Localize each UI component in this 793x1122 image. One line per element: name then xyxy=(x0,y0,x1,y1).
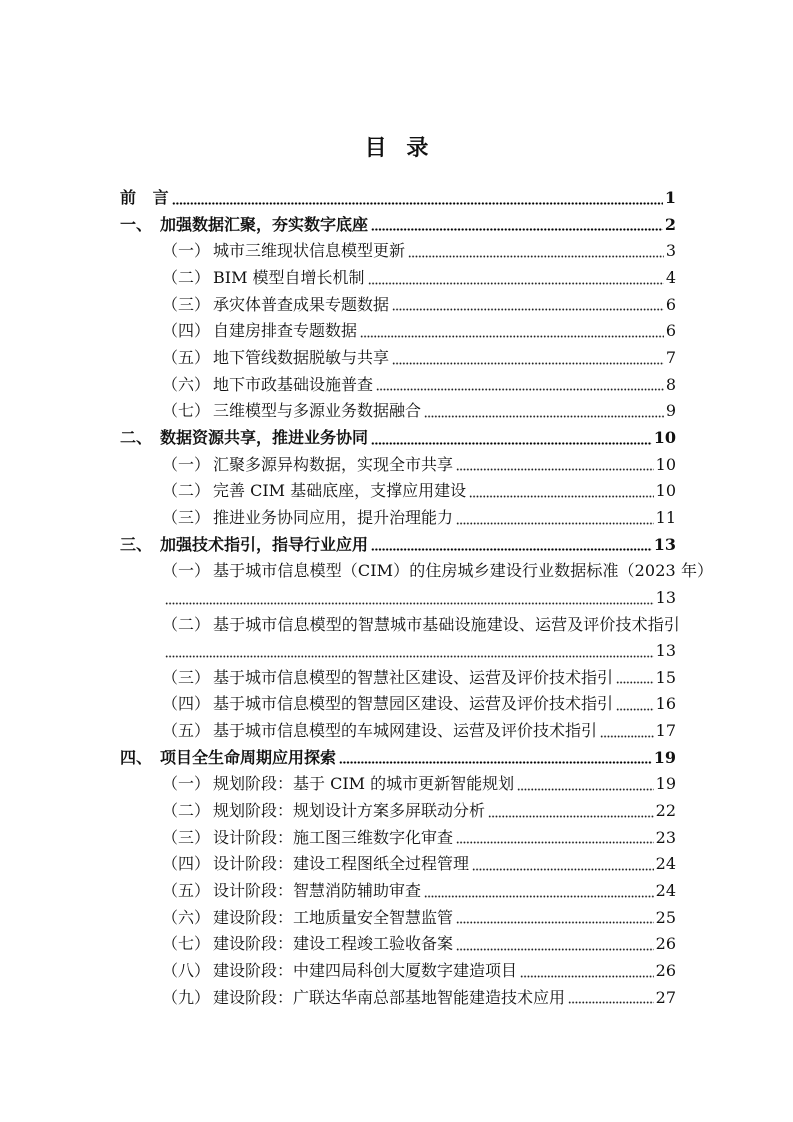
toc-entry-number: （一） xyxy=(162,561,211,581)
toc-entry-page-number: 10 xyxy=(655,481,676,501)
toc-entry-number: （二） xyxy=(162,801,211,821)
dot-leader xyxy=(371,548,652,551)
toc-entry[interactable] xyxy=(120,505,676,532)
toc-entry[interactable] xyxy=(120,825,676,852)
toc-entry-page-number: 8 xyxy=(665,374,676,394)
dot-leader xyxy=(616,708,654,711)
toc-entry[interactable] xyxy=(120,212,676,239)
toc-entry[interactable] xyxy=(120,318,676,345)
toc-entry-continuation-line xyxy=(120,638,676,665)
toc-entry-title: 设计阶段：智慧消防辅助审查 xyxy=(213,881,422,901)
toc-entry-line xyxy=(120,931,676,958)
dot-leader xyxy=(456,522,654,525)
toc-entry-line xyxy=(120,851,676,878)
toc-entry-line xyxy=(120,825,676,852)
toc-entry-number: （四） xyxy=(162,854,211,874)
dot-leader xyxy=(165,655,654,658)
dot-leader xyxy=(339,761,652,764)
toc-entry-page-number: 27 xyxy=(655,987,676,1007)
toc-entry-title: 自建房排查专题数据 xyxy=(213,321,358,341)
toc-entry-title: 推进业务协同应用，提升治理能力 xyxy=(213,507,454,527)
toc-entry[interactable] xyxy=(120,265,676,292)
toc-entry-page-number: 9 xyxy=(665,401,676,421)
toc-entry-number: （一） xyxy=(162,454,211,474)
toc-entry[interactable] xyxy=(120,452,676,479)
toc-entry-title: 基于城市信息模型（CIM）的住房城乡建设行业数据标准（2023 年） xyxy=(213,561,714,581)
toc-entry-number: （二） xyxy=(162,614,211,634)
toc-entry-page-number: 13 xyxy=(653,534,676,554)
toc-entry-page-number: 15 xyxy=(655,667,676,687)
toc-entry[interactable] xyxy=(120,558,714,611)
toc-entry-number: （四） xyxy=(162,321,211,341)
toc-entry-title: 基于城市信息模型的智慧城市基础设施建设、运营及评价技术指引 xyxy=(213,614,680,634)
toc-entry-line xyxy=(120,345,676,372)
toc-entry-title: 加强技术指引，指导行业应用 xyxy=(160,534,369,554)
toc-entry-continuation-line xyxy=(120,585,676,612)
toc-entry-line xyxy=(120,452,676,479)
dot-leader xyxy=(488,815,654,818)
toc-entry-line xyxy=(120,505,676,532)
toc-entry[interactable] xyxy=(120,532,676,559)
toc-entry-number: （七） xyxy=(162,934,211,954)
toc-entry[interactable] xyxy=(120,345,676,372)
toc-entry-page-number: 10 xyxy=(653,427,676,447)
toc-entry-line xyxy=(120,212,676,239)
dot-leader xyxy=(472,868,654,871)
toc-entry-number: （三） xyxy=(162,827,211,847)
toc-entry-title: 完善 CIM 基础底座，支撑应用建设 xyxy=(213,481,467,501)
toc-entry-line xyxy=(120,665,676,692)
toc-entry-line xyxy=(120,771,676,798)
dot-leader xyxy=(371,442,652,445)
toc-entry-line xyxy=(120,372,676,399)
toc-entry-page-number: 23 xyxy=(655,827,676,847)
dot-leader xyxy=(165,602,654,605)
toc-entry-title: 承灾体普查成果专题数据 xyxy=(213,294,390,314)
toc-entry-line xyxy=(120,425,676,452)
toc-entry[interactable] xyxy=(120,185,676,212)
toc-entry[interactable] xyxy=(120,851,676,878)
toc-entry[interactable] xyxy=(120,612,680,665)
toc-entry-line xyxy=(120,292,676,319)
dot-leader xyxy=(172,202,663,205)
toc-entry-number: 二、 xyxy=(120,427,153,447)
toc-entry-page-number: 22 xyxy=(655,801,676,821)
toc-entry[interactable] xyxy=(120,292,676,319)
dot-leader xyxy=(408,255,664,258)
toc-entry-page-number: 4 xyxy=(665,267,676,287)
toc-entry-title: 基于城市信息模型的智慧园区建设、运营及评价技术指引 xyxy=(213,694,614,714)
toc-entry-number: 一、 xyxy=(120,214,153,234)
toc-entry[interactable] xyxy=(120,958,676,985)
toc-entry-title: BIM 模型自增长机制 xyxy=(213,267,365,287)
toc-entry[interactable] xyxy=(120,665,676,692)
toc-entry-page-number: 16 xyxy=(655,694,676,714)
toc-entry[interactable] xyxy=(120,905,676,932)
dot-leader xyxy=(371,228,663,231)
toc-entry-line xyxy=(120,985,676,1012)
toc-entry-page-number: 2 xyxy=(664,214,676,234)
toc-entry[interactable] xyxy=(120,478,676,505)
toc-entry-number: （八） xyxy=(162,961,211,981)
dot-leader xyxy=(520,975,654,978)
toc-entry-line xyxy=(120,478,676,505)
toc-entry[interactable] xyxy=(120,798,676,825)
toc-entry-title: 建设阶段：广联达华南总部基地智能建造技术应用 xyxy=(213,987,566,1007)
toc-entry[interactable] xyxy=(120,771,676,798)
toc-entry[interactable] xyxy=(120,985,676,1012)
toc-entry-number: （六） xyxy=(162,907,211,927)
toc-entry-number: （五） xyxy=(162,881,211,901)
dot-leader xyxy=(600,735,654,738)
toc-entry-page-number: 17 xyxy=(655,721,676,741)
dot-leader xyxy=(376,388,664,391)
toc-entry-page-number: 1 xyxy=(664,188,676,207)
dot-leader xyxy=(456,948,654,951)
toc-entry-number: （四） xyxy=(162,694,211,714)
toc-entry-title: 设计阶段：建设工程图纸全过程管理 xyxy=(213,854,470,874)
toc-entry-page-number: 13 xyxy=(655,641,676,661)
toc-entry-number: （三） xyxy=(162,507,211,527)
toc-entry-page-number: 26 xyxy=(655,934,676,954)
toc-entry-title: 地下管线数据脱敏与共享 xyxy=(213,347,390,367)
dot-leader xyxy=(392,362,664,365)
toc-entry-title: 建设阶段：工地质量安全智慧监管 xyxy=(213,907,454,927)
toc-entry-page-number: 6 xyxy=(665,294,676,314)
toc-entry-page-number: 24 xyxy=(655,881,676,901)
toc-entry-title: 三维模型与多源业务数据融合 xyxy=(213,401,422,421)
table-of-contents xyxy=(120,185,714,1011)
page-title: 目 录 xyxy=(364,135,429,161)
dot-leader xyxy=(360,335,664,338)
dot-leader xyxy=(424,415,664,418)
toc-entry-line xyxy=(120,532,676,559)
dot-leader xyxy=(469,495,654,498)
dot-leader xyxy=(568,1001,654,1004)
toc-entry-number: 前 言 xyxy=(120,188,169,207)
toc-entry-number: （六） xyxy=(162,374,211,394)
toc-entry-title: 项目全生命周期应用探索 xyxy=(160,747,337,767)
toc-entry-line xyxy=(120,905,676,932)
toc-entry-page-number: 25 xyxy=(655,907,676,927)
toc-entry-title: 设计阶段：施工图三维数字化审查 xyxy=(213,827,454,847)
toc-entry-number: （三） xyxy=(162,667,211,687)
toc-entry-page-number: 7 xyxy=(665,347,676,367)
toc-entry-page-number: 26 xyxy=(655,961,676,981)
toc-entry-page-number: 11 xyxy=(655,507,676,527)
toc-entry-line xyxy=(120,238,676,265)
dot-leader xyxy=(392,308,664,311)
toc-entry-number: （五） xyxy=(162,721,211,741)
dot-leader xyxy=(424,895,654,898)
toc-entry-title: 建设阶段：建设工程竣工验收备案 xyxy=(213,934,454,954)
toc-entry-title: 建设阶段：中建四局科创大厦数字建造项目 xyxy=(213,961,518,981)
toc-entry-title: 基于城市信息模型的智慧社区建设、运营及评价技术指引 xyxy=(213,667,614,687)
toc-entry-page-number: 19 xyxy=(653,747,676,767)
toc-entry-line xyxy=(120,185,676,212)
toc-entry-page-number: 19 xyxy=(655,774,676,794)
toc-entry[interactable] xyxy=(120,425,676,452)
toc-entry-line xyxy=(120,265,676,292)
toc-entry-number: 三、 xyxy=(120,534,153,554)
toc-entry-title: 汇聚多源异构数据，实现全市共享 xyxy=(213,454,454,474)
toc-entry[interactable] xyxy=(120,238,676,265)
toc-entry-page-number: 3 xyxy=(665,241,676,261)
toc-entry-line xyxy=(120,958,676,985)
toc-entry-number: （三） xyxy=(162,294,211,314)
toc-entry-number: 四、 xyxy=(120,747,153,767)
toc-entry-line xyxy=(120,745,676,772)
toc-entry[interactable] xyxy=(120,931,676,958)
toc-entry-number: （一） xyxy=(162,241,211,261)
toc-entry-title: 加强数据汇聚，夯实数字底座 xyxy=(160,214,369,234)
toc-entry-line xyxy=(120,718,676,745)
toc-entry-title: 城市三维现状信息模型更新 xyxy=(213,241,406,261)
toc-entry-line xyxy=(120,878,676,905)
toc-entry[interactable] xyxy=(120,745,676,772)
toc-entry-title: 基于城市信息模型的车城网建设、运营及评价技术指引 xyxy=(213,721,598,741)
toc-entry[interactable] xyxy=(120,398,676,425)
toc-entry-number: （五） xyxy=(162,347,211,367)
toc-entry-page-number: 13 xyxy=(655,587,676,607)
toc-entry-number: （九） xyxy=(162,987,211,1007)
toc-entry-title: 规划阶段：基于 CIM 的城市更新智能规划 xyxy=(213,774,515,794)
dot-leader xyxy=(616,681,654,684)
dot-leader xyxy=(456,921,654,924)
toc-entry-number: （二） xyxy=(162,267,211,287)
toc-entry-title: 数据资源共享，推进业务协同 xyxy=(160,427,369,447)
toc-entry-line xyxy=(120,691,676,718)
toc-entry-page-number: 10 xyxy=(655,454,676,474)
dot-leader xyxy=(517,788,654,791)
toc-entry-number: （七） xyxy=(162,401,211,421)
toc-entry[interactable] xyxy=(120,718,676,745)
toc-entry-page-number: 6 xyxy=(665,321,676,341)
dot-leader xyxy=(368,282,664,285)
toc-entry-line xyxy=(120,318,676,345)
toc-entry[interactable] xyxy=(120,691,676,718)
toc-entry-line xyxy=(120,398,676,425)
toc-entry-line xyxy=(120,798,676,825)
dot-leader xyxy=(456,468,654,471)
toc-entry[interactable] xyxy=(120,372,676,399)
toc-entry-number: （一） xyxy=(162,774,211,794)
toc-entry-number: （二） xyxy=(162,481,211,501)
toc-entry-page-number: 24 xyxy=(655,854,676,874)
toc-entry-line xyxy=(120,558,714,585)
toc-entry[interactable] xyxy=(120,878,676,905)
toc-entry-title: 地下市政基础设施普查 xyxy=(213,374,374,394)
toc-entry-title: 规划阶段：规划设计方案多屏联动分析 xyxy=(213,801,486,821)
dot-leader xyxy=(456,841,654,844)
toc-entry-line xyxy=(120,612,680,639)
